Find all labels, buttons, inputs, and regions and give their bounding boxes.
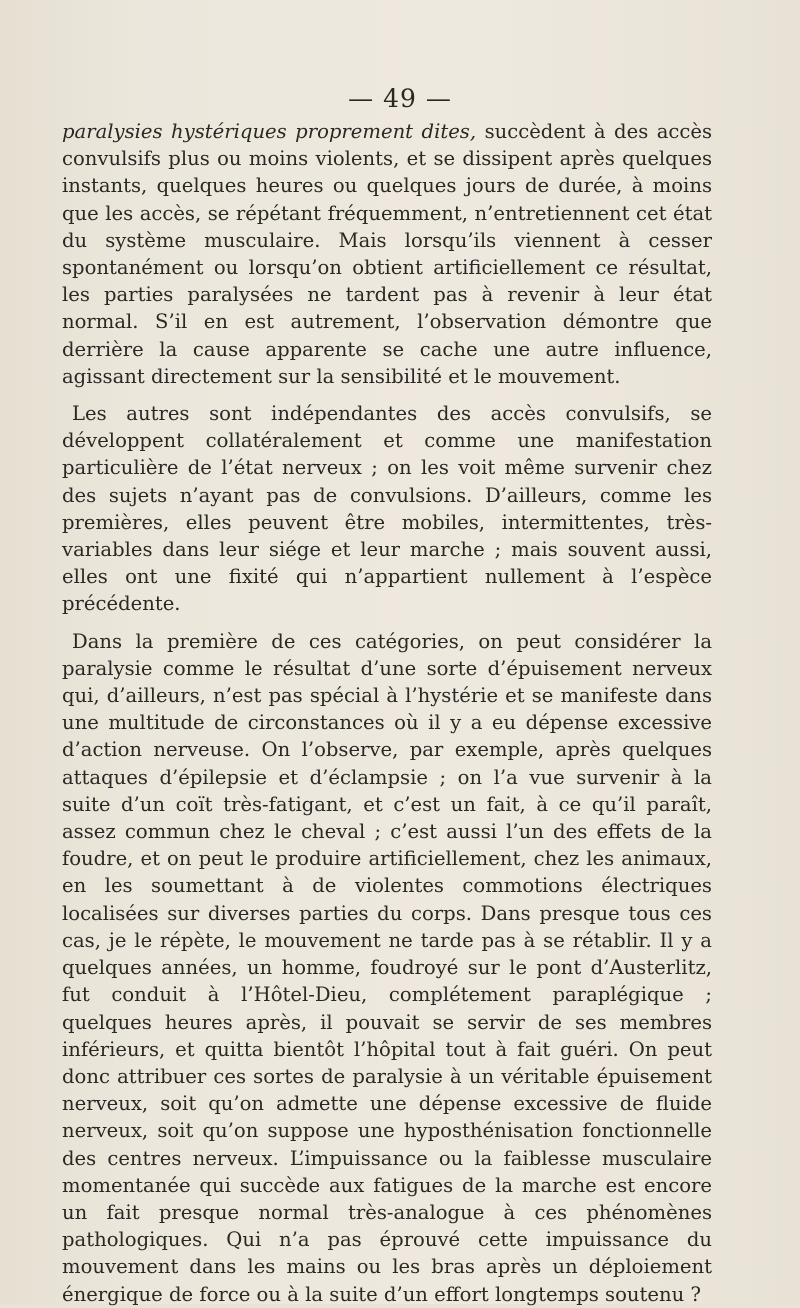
italic-lead-text: paralysies hystériques proprement dites,: [62, 120, 477, 143]
page-number: — 49 —: [348, 84, 452, 113]
paragraph-1: [62, 118, 712, 390]
paragraph-3: Dans la première de ces catégories, on peut considérer la paralysie comme le résultat d’une sorte d’épuisement nerveux qui, d’ailleurs, n’est pas spécial à l’hystérie et se manifeste dans une multitude de circonstances où il y a eu dépense excessive d’action nerveuse. On l’observe, par exemple, après quelques attaques d’épilepsie et d’éclampsie ; on l’a vue survenir à la suite d’un coït très-fatigant, et c’est un fait, à ce qu’il paraît, assez commun chez le cheval ; c’est aussi l’un des effets de la foudre, et on peut le produire artificiellement, chez les animaux, en les soumettant à de violentes commotions électriques localisées sur diverses parties du corps. Dans presque tous ces cas, je le répète, le mouvement ne tarde pas à se rétablir. Il y a quelques années, un homme, foudroyé sur le pont d’Austerlitz, fut conduit à l’Hôtel-Dieu, complétement paraplégique ; quelques heures après, il pouvait se servir de ses membres inférieurs, et quitta bientôt l’hôpital tout à fait guéri. On peut donc attribuer ces sortes de paralysie à un véritable épuisement nerveux, soit qu’on admette une dépense excessive de fluide nerveux, soit qu’on suppose une hyposthénisation fonctionnelle des centres nerveux. L’impuissance ou la faiblesse musculaire momentanée qui succède aux fatigues de la marche est encore un fait presque normal très-analogue à ces phénomènes pathologiques. Qui n’a pas éprouvé cette impuissance du mouvement dans les mains ou les bras après un déploiement énergique de force ou à la suite d’un effort longtemps soutenu ?: [62, 629, 712, 1306]
paragraph-1-text: succèdent à des accès convulsifs plus ou moins violents, et se dissipent après quelques instants, quelques heures ou quelques jours de durée, à moins que les accès, se répétant fréquemment, n’entretiennent cet état du système musculaire. Mais lorsqu’ils viennent à cesser spontanément ou lorsqu’on obtient artificiellement ce résultat, les parties paralysées ne tardent pas à revenir à leur état normal. S’il en est autrement, l’observation démontre que derrière la cause apparente se cache une autre influence, agissant directement sur la sensibilité et le mouvement.: [62, 120, 712, 388]
page-body: [62, 118, 712, 1308]
paragraph-2: Les autres sont indépendantes des accès convulsifs, se développent collatéralement et comme une manifestation particulière de l’état nerveux ; on les voit même survenir chez des sujets n’ayant pas de convulsions. D’ailleurs, comme les premières, elles peuvent être mobiles, intermittentes, très-variables dans leur siége et leur marche ; mais souvent aussi, elles ont une fixité qui n’appartient nullement à l’espèce précédente.: [62, 402, 712, 616]
